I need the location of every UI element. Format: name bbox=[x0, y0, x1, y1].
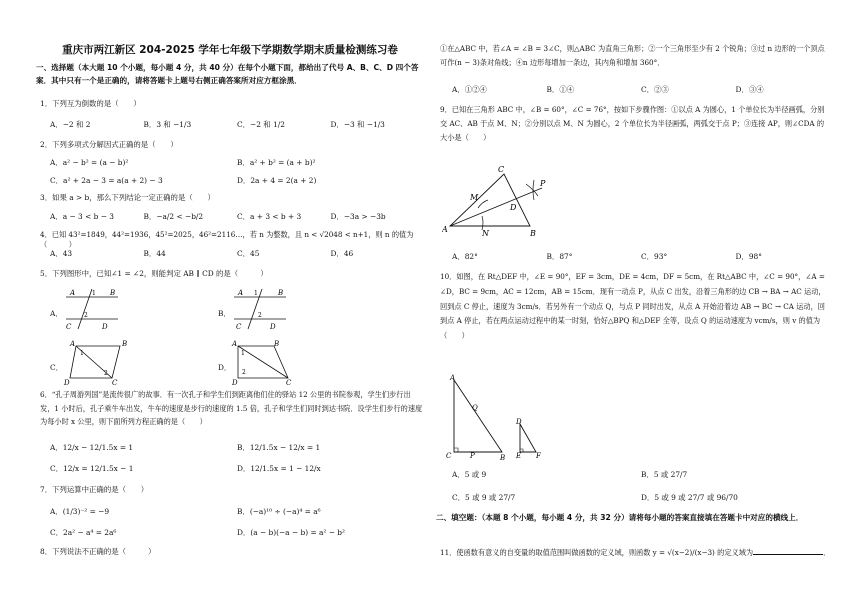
angle-2: 2 bbox=[84, 312, 88, 319]
answer-blank bbox=[753, 554, 823, 555]
q9-figure bbox=[442, 160, 554, 240]
option-b: B．−a/2 < −b/2 bbox=[143, 212, 204, 221]
label-a: A bbox=[232, 340, 238, 348]
label-b: B bbox=[500, 454, 506, 460]
label-p: P bbox=[540, 179, 546, 188]
option-c: C．a² + 2a − 3 = a(a + 2) − 3 bbox=[50, 176, 163, 185]
q5-figure-c bbox=[62, 338, 132, 386]
label-d: D bbox=[102, 323, 108, 331]
question-7-options-row1 bbox=[50, 506, 424, 517]
question-8-stem: 8．下列说法不正确的是（ ） bbox=[40, 547, 156, 556]
q5-figure-d bbox=[230, 338, 300, 386]
label-c: C bbox=[286, 379, 292, 386]
option-c: C．93° bbox=[641, 252, 668, 261]
angle-1: 1 bbox=[92, 290, 96, 297]
question-9-stem: 9．已知在三角形 ABC 中，∠B = 60°，∠C = 76°，按如下步骤作图：①以点 A 为圆心，1 个单位长为半径画弧，分别交 AC、AB 于点 M、N；②分别以点 M、N 为圆心，2 个单位长为半径画弧，两弧交于点 P；③连接 AP，则∠CDA 的大小是（ ） bbox=[440, 105, 825, 143]
label-a: A bbox=[450, 374, 456, 382]
question-9-options bbox=[452, 251, 830, 262]
option-b: B．3 和 −1/3 bbox=[143, 120, 192, 129]
label-d: D bbox=[64, 379, 70, 386]
option-a: A．a − 3 < b − 3 bbox=[50, 212, 114, 221]
option-a: A．a² − b² = (a − b)² bbox=[50, 158, 129, 167]
option-d: D．(a − b)(−a − b) = a² − b² bbox=[237, 528, 345, 537]
q10-figure bbox=[444, 372, 544, 460]
label-a: A bbox=[70, 289, 76, 297]
option-a: A．−2 和 2 bbox=[50, 120, 91, 129]
label-e: E bbox=[516, 452, 522, 460]
question-1 bbox=[40, 98, 424, 109]
angle-1: 1 bbox=[254, 290, 258, 297]
question-2-stem: 2．下列多项式分解因式正确的是（ ） bbox=[40, 140, 178, 149]
option-d: D．2a + 4 = 2(a + 2) bbox=[237, 176, 317, 185]
option-b: B． bbox=[218, 309, 231, 318]
q5-figure-a bbox=[62, 285, 124, 331]
option-d: D．③④ bbox=[735, 85, 764, 94]
option-d: D．−3 和 −1/3 bbox=[330, 120, 385, 129]
label-b: B bbox=[530, 229, 536, 238]
option-c: C．12/x = 12/1.5x − 1 bbox=[50, 464, 134, 473]
question-2-options-row2 bbox=[50, 175, 424, 186]
option-c: C． bbox=[50, 363, 64, 372]
option-b: B．12/1.5x − 12/x = 1 bbox=[237, 443, 321, 452]
option-b: B．87° bbox=[546, 252, 573, 261]
label-d: D bbox=[270, 323, 276, 331]
option-a: A． bbox=[50, 309, 63, 318]
page-title: 重庆市两江新区 204-2025 学年七年级下学期数学期末质量检测练习卷 bbox=[62, 44, 398, 56]
question-10-options-row2 bbox=[452, 492, 830, 503]
option-a: A．5 或 9 bbox=[452, 470, 487, 479]
label-a: A bbox=[238, 289, 244, 297]
label-a: A bbox=[70, 340, 76, 348]
question-1-options bbox=[50, 119, 424, 130]
question-8-options bbox=[452, 84, 830, 95]
option-a: A．12/x − 12/1.5x = 1 bbox=[50, 443, 134, 452]
label-b: B bbox=[122, 340, 128, 348]
option-b: B．(−a)¹⁰ ÷ (−a)⁴ = a⁶ bbox=[237, 507, 321, 516]
angle-1: 1 bbox=[241, 350, 245, 357]
question-7-options-row2 bbox=[50, 527, 424, 538]
question-4-stem: 4．已知 43²=1849，44²=1936，45²=2025，46²=2116…，若 n 为整数，且 n < √2048 < n+1，则 n 的值为（ ） bbox=[40, 230, 414, 249]
option-c: C．a + 3 < b + 3 bbox=[237, 212, 302, 221]
question-stem: 1．下列互为倒数的是（ ） bbox=[40, 99, 141, 108]
angle-2: 2 bbox=[242, 369, 246, 376]
option-c: C．5 或 9 或 27/7 bbox=[452, 493, 516, 502]
label-f: F bbox=[536, 452, 541, 460]
label-c: C bbox=[112, 379, 118, 386]
label-b: B bbox=[278, 289, 284, 297]
label-d: D bbox=[232, 379, 238, 386]
section-2-heading: 二、填空题：（本题 8 个小题，每小题 4 分，共 32 分）请将每小题的答案直接填在答题卡中对应的横线上． bbox=[436, 513, 804, 522]
option-a: A．①②④ bbox=[452, 85, 487, 94]
label-p: P bbox=[470, 452, 475, 460]
option-d: D． bbox=[218, 363, 232, 372]
option-d: D．5 或 9 或 27/7 或 96/70 bbox=[641, 493, 738, 502]
question-6-stem: 6．“孔子周游列国”是流传很广的故事．有一次孔子和学生们到距离他们住的驿站 12 公里的书院参观，学生们步行出发，1 小时后，孔子乘牛车出发，牛车的速度是步行的速度的 1.5 倍，孔子和学生们同时到达书院．设学生们步行的速度为每小时 x 公里，则下面所列方程正确的是（ ） bbox=[40, 390, 423, 427]
label-m: M bbox=[470, 193, 479, 202]
question-2-options-row1 bbox=[50, 157, 424, 168]
question-3-options bbox=[50, 211, 424, 222]
label-c: C bbox=[66, 323, 72, 331]
question-3-stem: 3．如果 a > b，那么下列结论一定正确的是（ ） bbox=[40, 193, 215, 202]
question-10-options-row1 bbox=[452, 469, 830, 480]
option-d: D．46 bbox=[330, 249, 354, 258]
option-b: B．44 bbox=[143, 249, 166, 258]
option-c: C．−2 和 1/2 bbox=[237, 120, 285, 129]
angle-2: 2 bbox=[258, 312, 262, 319]
option-a: A．82° bbox=[452, 252, 478, 261]
question-5-stem: 5．下列图形中，已知∠1 = ∠2，则能判定 AB ∥ CD 的是（ ） bbox=[40, 269, 268, 278]
question-6-options-row1 bbox=[50, 442, 424, 453]
question-11-stem: 11．使函数有意义的自变量的取值范围叫做函数的定义域，则函数 y = √(x−2)/(x−3) 的定义域为 bbox=[440, 548, 754, 557]
question-8-statements: ①在△ABC 中，若∠A = ∠B = 3∠C，则△ABC 为直角三角形；②一个三角形至少有 2 个锐角；③过 n 边形的一个顶点可作(n − 3)条对角线；④n 边形每增加一条边，其内角和增加 360°． bbox=[440, 44, 825, 68]
angle-1: 1 bbox=[80, 350, 84, 357]
option-a: A．43 bbox=[50, 249, 73, 258]
option-b: B．5 或 27/7 bbox=[641, 470, 688, 479]
option-d: D．−3a > −3b bbox=[330, 212, 386, 221]
label-a: A bbox=[442, 225, 448, 234]
label-c: C bbox=[446, 452, 452, 460]
option-b: B．①④ bbox=[546, 85, 575, 94]
label-c: C bbox=[498, 165, 505, 174]
option-c: C．2a² − a⁴ = 2a⁶ bbox=[50, 528, 117, 537]
label-n: N bbox=[482, 229, 489, 238]
option-a: A．(1/3)⁻² = −9 bbox=[50, 507, 110, 516]
label-q: Q bbox=[472, 404, 478, 412]
label-b: B bbox=[110, 289, 116, 297]
label-b: B bbox=[274, 340, 280, 348]
option-d: D．98° bbox=[735, 252, 762, 261]
label-c: C bbox=[236, 323, 242, 331]
label-d: D bbox=[510, 203, 517, 212]
option-b: B．a² + b² = (a + b)² bbox=[237, 158, 316, 167]
question-7-stem: 7．下列运算中正确的是（ ） bbox=[40, 485, 149, 494]
option-c: C．45 bbox=[237, 249, 260, 258]
question-10-stem: 10．如图，在 Rt△DEF 中，∠E = 90°，EF = 3cm，DE = 4cm，DF = 5cm，在 Rt△ABC 中，∠C = 90°，∠A = ∠D，BC = 9cm，AC = 12cm，AB = 15cm．现有一动点 P，从点 C 出发，沿着三角形的边 CB → BA → AC 运动，回到点 C 停止，速度为 3cm/s．若另外有一个动点 Q，与点 P 同时出发，从点 A 开始沿着边 AB → BC → CA 运动，回到点 A 停止，若在两点运动过程中的某一时刻，恰好△BPQ 和△DEF 全等，设点 Q 的运动速度为 vcm/s，则 v 的值为（ ） bbox=[440, 272, 826, 341]
label-d: D bbox=[516, 418, 522, 426]
option-d: D．12/1.5x = 1 − 12/x bbox=[237, 464, 321, 473]
section-1-heading: 一、选择题（本大题 10 个小题，每小题 4 分，共 40 分）在每个小题下面，都给出了代号 A、B、C、D 四个答案．其中只有一个是正确的，请将答题卡上题号右侧正确答案所对应方框涂黑． bbox=[36, 63, 419, 85]
option-c: C．②③ bbox=[641, 85, 669, 94]
question-6-options-row2 bbox=[50, 463, 424, 474]
question-4-options bbox=[50, 248, 424, 259]
q5-figure-b bbox=[230, 285, 292, 331]
angle-2: 2 bbox=[104, 370, 108, 377]
question-11: 11．使函数有意义的自变量的取值范围叫做函数的定义域，则函数 y = √(x−2)/(x−3) 的定义域为 ． bbox=[440, 548, 831, 557]
